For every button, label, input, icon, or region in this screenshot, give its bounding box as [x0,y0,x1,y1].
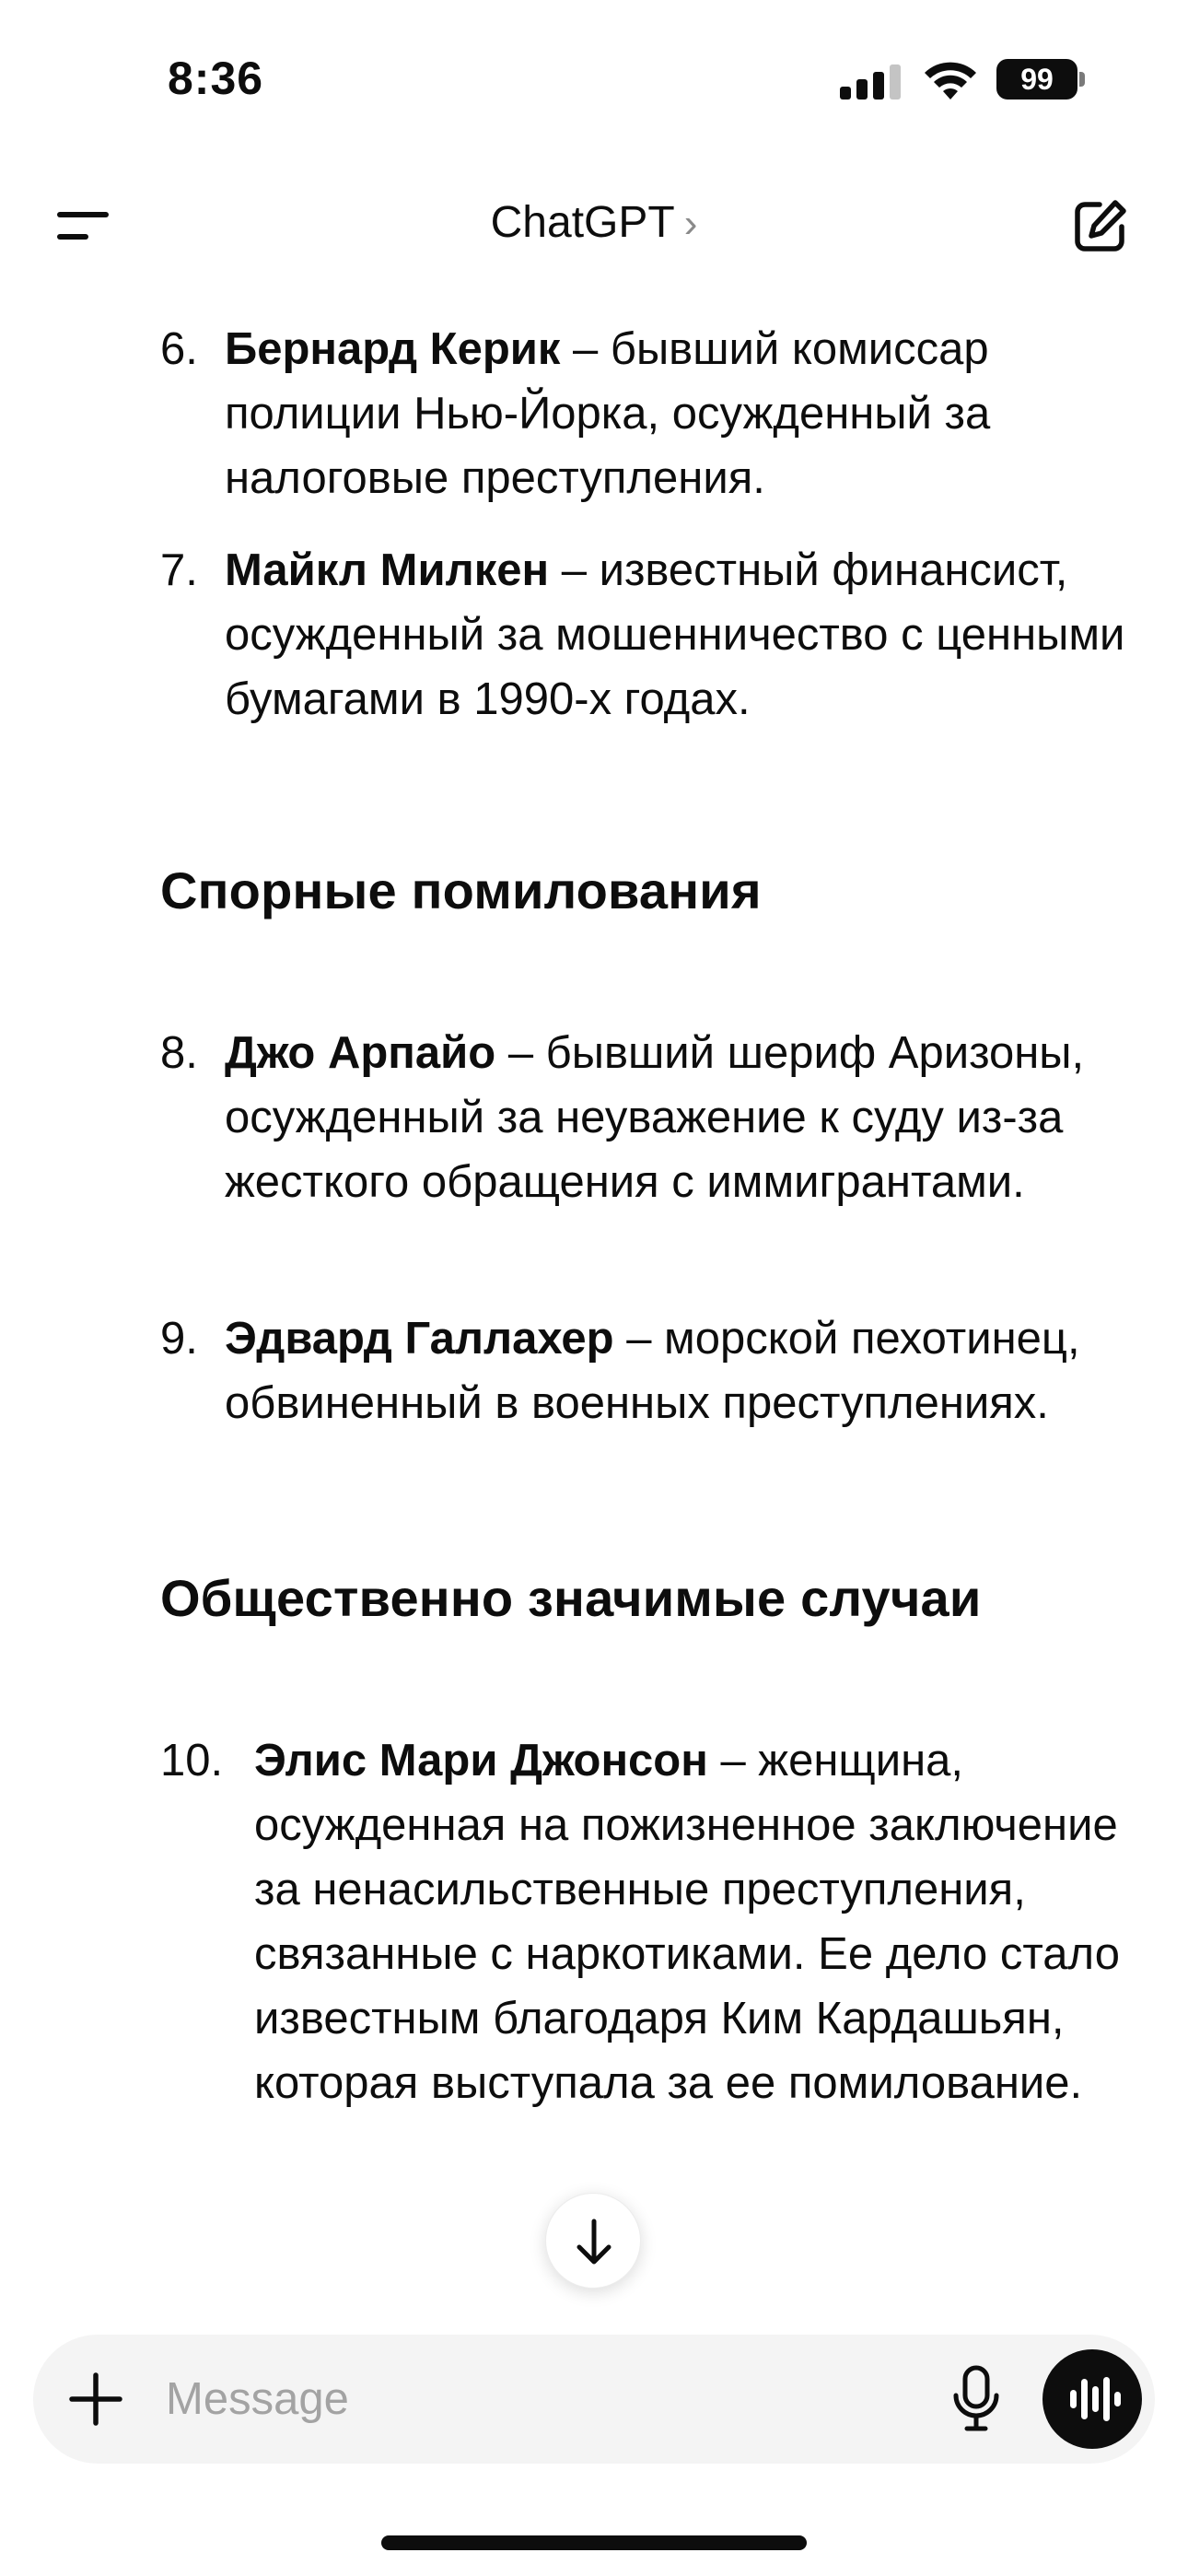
list-number: 6. [160,324,198,374]
list-number: 10. [160,1736,224,1786]
model-selector[interactable] [0,197,1188,248]
arrow-down-icon [546,2194,642,2289]
voice-mode-button[interactable] [1042,2349,1142,2449]
nav-title-text: ChatGPT [490,198,675,247]
list-number: 8. [160,1028,198,1078]
section-heading: Общественно значимые случаи [160,1569,982,1627]
person-name: Элис Мари Джонсон [254,1736,708,1786]
chevron-right-icon: › [683,201,698,246]
battery-cap [1079,72,1085,87]
message-input[interactable] [166,2362,921,2436]
microphone-icon[interactable] [949,2364,1004,2434]
list-text [225,538,1127,732]
scroll-to-bottom-button[interactable] [545,2193,641,2289]
battery-indicator [996,59,1085,100]
list-text [225,317,1127,510]
person-description: – бывший комиссар полиции Нью-Йорка, осужденный за налоговые преступления. [225,324,991,503]
person-description: – бывший шериф Аризоны, осужденный за неуважение к суду из-за жесткого обращения с иммигрантами. [225,1028,1085,1207]
voice-mode-icon [1042,2349,1142,2449]
chat-message-content [0,304,1188,2257]
person-name: Майкл Милкен [225,545,550,595]
person-name: Джо Арпайо [225,1028,496,1078]
list-text [254,1728,1129,2115]
home-indicator [381,2535,807,2550]
status-bar [0,0,1188,157]
list-text [225,1021,1127,1214]
cellular-signal-icon [840,64,903,100]
wifi-icon [921,59,980,101]
person-name: Эдвард Галлахер [225,1314,614,1364]
person-description: – известный финансист, осужденный за мошенничество с ценными бумагами в 1990-х годах. [225,545,1125,724]
message-composer [33,2335,1155,2464]
battery-level: 99 [996,59,1077,100]
plus-icon[interactable] [68,2371,123,2427]
nav-bar [0,175,1188,276]
list-number: 9. [160,1314,198,1364]
person-description: – женщина, осужденная на пожизненное заключение за ненасильственные преступления, связанные с наркотиками. Ее дело стало известным благодаря Ким Кардашьян, которая выступала за ее помилование. [254,1736,1120,2108]
section-heading: Спорные помилования [160,861,762,919]
list-number: 7. [160,545,198,595]
status-time: 8:36 [168,53,264,104]
new-chat-icon[interactable] [1072,197,1129,254]
list-text [225,1306,1127,1435]
person-description: – морской пехотинец, обвиненный в военных преступлениях. [225,1314,1080,1428]
person-name: Бернард Керик [225,324,561,374]
